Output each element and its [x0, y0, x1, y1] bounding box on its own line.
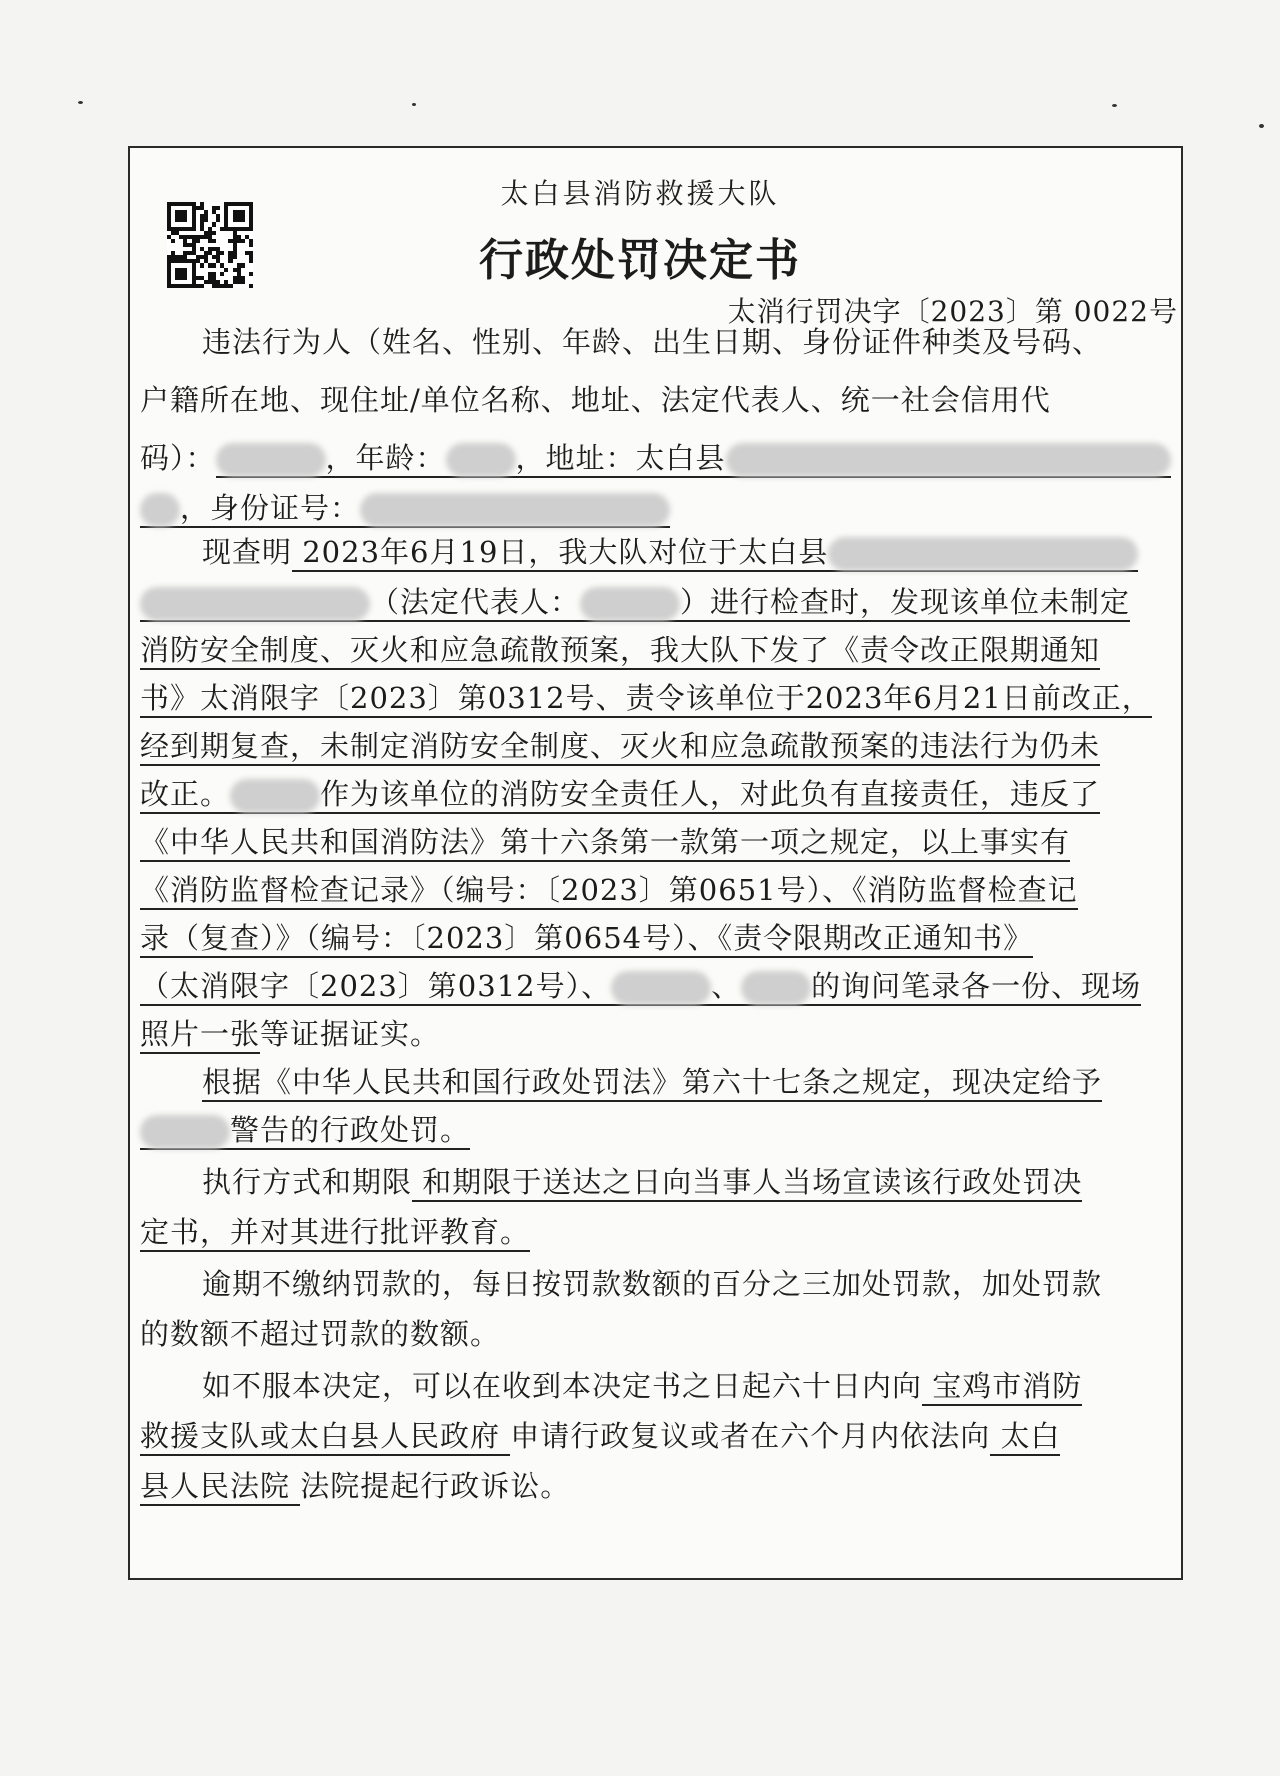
party-line-3: 码）： ，年龄： ，地址：太白县 [140, 436, 1180, 480]
party-line-1: 违法行为人（姓名、性别、年龄、出生日期、身份证件种类及号码、 [202, 325, 1103, 359]
execution-line-1: 执行方式和期限 和期限于送达之日向当事人当场宣读该行政处罚决 [140, 1160, 1180, 1204]
facts-line-4: 书》太消限字〔2023〕第0312号、责令该单位于2023年6月21日前改正， [140, 676, 1180, 720]
facts-line-5: 经到期复查，未制定消防安全制度、灭火和应急疏散预案的违法行为仍未 [140, 724, 1180, 768]
redacted-legal-rep [580, 587, 680, 621]
facts-line-9: 录（复查）》（编号：〔2023〕第0654号）、《责令限期改正通知书》 [140, 916, 1180, 960]
redacted-witness-2 [741, 971, 811, 1005]
agency-name: 太白县消防救援大队 [500, 177, 780, 210]
redacted-address [726, 443, 1171, 477]
facts-line-8: 《消防监督检查记录》（编号：〔2023〕第0651号）、《消防监督检查记 [140, 868, 1180, 912]
overdue-line-2: 的数额不超过罚款的数额。 [140, 1317, 501, 1351]
decision-line-2: 警告的行政处罚。 [140, 1108, 1180, 1152]
redacted-unit-name [140, 587, 370, 621]
redacted-id-number [360, 493, 670, 527]
redacted-party [140, 1115, 230, 1149]
execution-line-2: 定书，并对其进行批评教育。 [140, 1210, 1180, 1254]
redacted-responsible-person [230, 779, 320, 813]
document-title: 行政处罚决定书 [479, 235, 801, 286]
paper-speck [1259, 124, 1264, 128]
paper-speck [1112, 104, 1117, 107]
document-number: 太消行罚决字〔2023〕第 0022号 [727, 295, 1178, 328]
facts-line-2: （法定代表人： ）进行检查时，发现该单位未制定 [140, 580, 1180, 624]
party-line-2: 户籍所在地、现住址/单位名称、地址、法定代表人、统一社会信用代 [140, 383, 1051, 417]
redacted-witness-1 [611, 971, 711, 1005]
redacted-name [216, 443, 326, 477]
facts-line-10: （太消限字〔2023〕第0312号）、 、 的询问笔录各一份、现场 [140, 964, 1180, 1008]
party-line-4: ，身份证号： [140, 486, 1180, 530]
facts-line-3: 消防安全制度、灭火和应急疏散预案，我大队下发了《责令改正限期通知 [140, 628, 1180, 672]
decision-line-1: 根据《中华人民共和国行政处罚法》第六十七条之规定，现决定给予 [140, 1060, 1180, 1104]
redacted-address-cont [140, 493, 180, 527]
appeal-line-1: 如不服本决定，可以在收到本决定书之日起六十日内向 宝鸡市消防 [140, 1364, 1180, 1408]
overdue-line-1: 逾期不缴纳罚款的，每日按罚款数额的百分之三加处罚款，加处罚款 [202, 1267, 1103, 1301]
facts-line-11: 照片一张等证据证实。 [140, 1012, 1180, 1056]
redacted-age [446, 443, 516, 477]
appeal-line-2: 救援支队或太白县人民政府 申请行政复议或者在六个月内依法向 太白 [140, 1414, 1180, 1458]
facts-line-6: 改正。 作为该单位的消防安全责任人，对此负有直接责任，违反了 [140, 772, 1180, 816]
redacted-location [828, 537, 1138, 571]
facts-line-1: 现查明 2023年6月19日，我大队对位于太白县 [140, 530, 1180, 574]
appeal-line-3: 县人民法院 法院提起行政诉讼。 [140, 1464, 1180, 1508]
paper-speck [78, 101, 83, 104]
paper-speck [412, 103, 416, 106]
facts-line-7: 《中华人民共和国消防法》第十六条第一款第一项之规定，以上事实有 [140, 820, 1180, 864]
